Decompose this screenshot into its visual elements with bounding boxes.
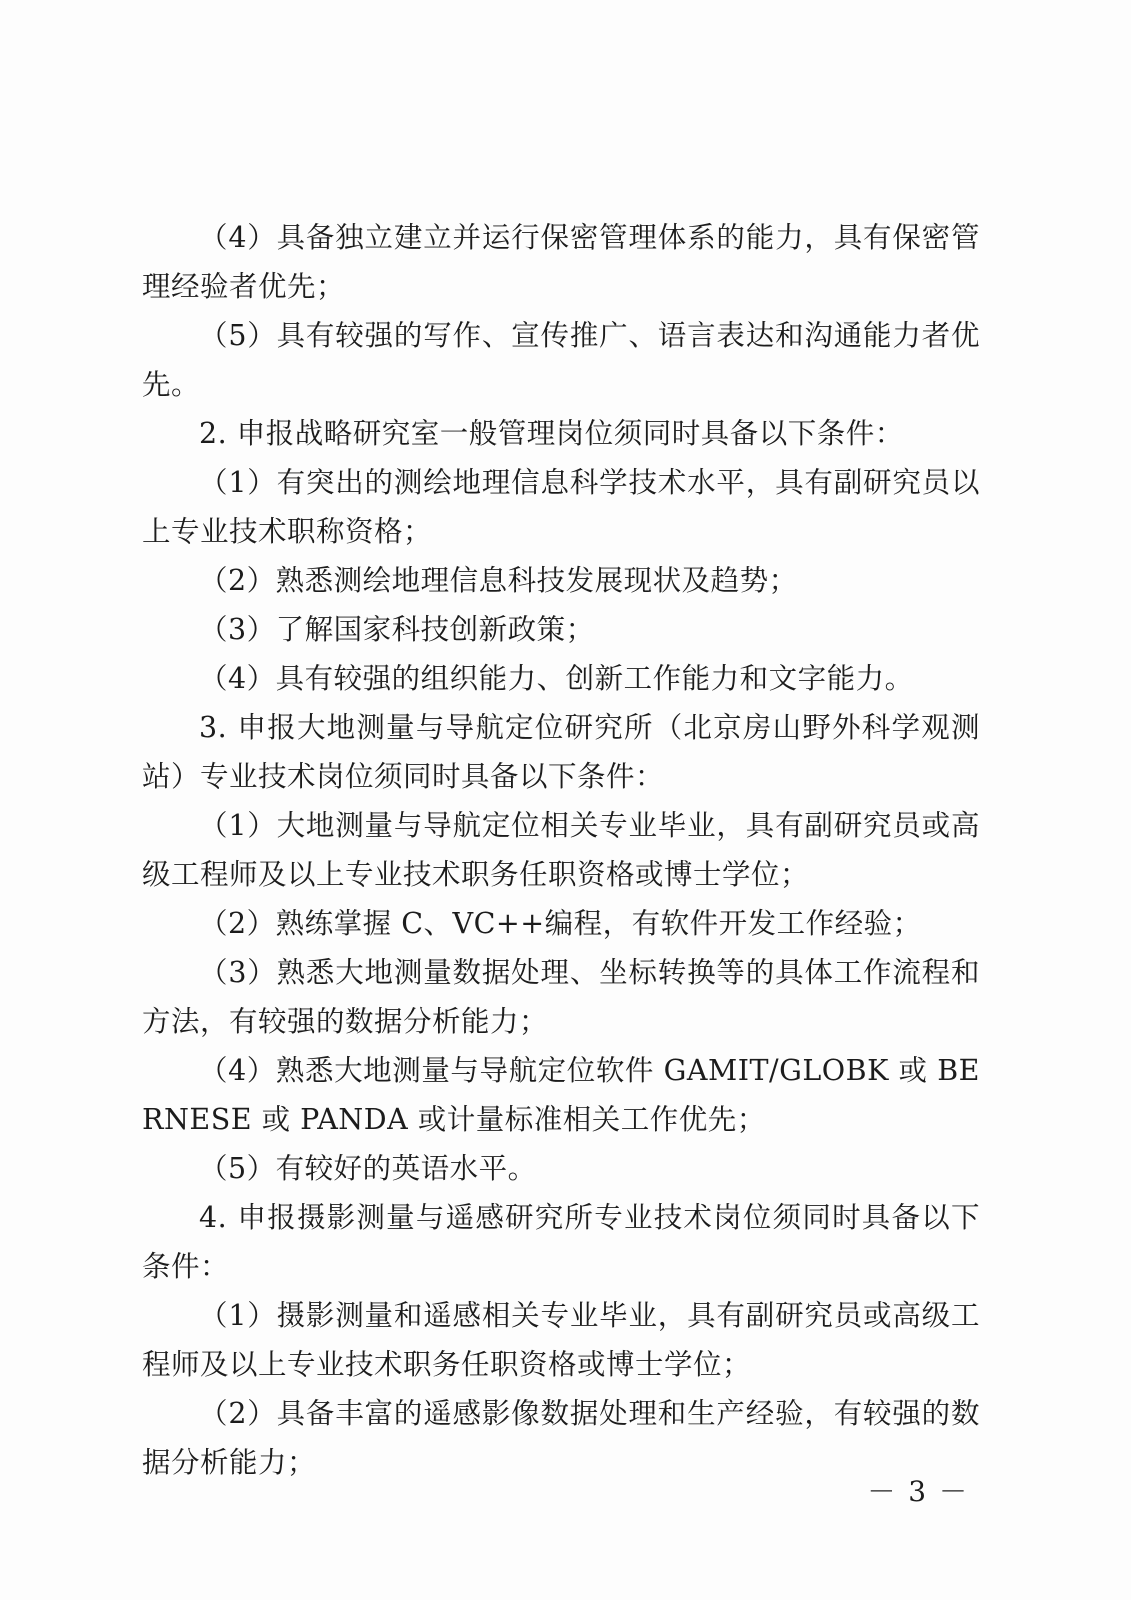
paragraph: 2. 申报战略研究室一般管理岗位须同时具备以下条件： xyxy=(199,417,904,450)
paragraph: （4）熟悉大地测量与导航定位软件 GAMIT/GLOBK 或 BERNESE 或 PANDA 或计量标准相关工作优先； xyxy=(142,1054,980,1136)
paragraph: （2）熟练掌握 C、VC++编程，有软件开发工作经验； xyxy=(199,907,922,940)
paragraph: （5）具有较强的写作、宣传推广、语言表达和沟通能力者优先。 xyxy=(142,319,980,401)
paragraph: 4. 申报摄影测量与遥感研究所专业技术岗位须同时具备以下条件： xyxy=(142,1201,980,1283)
paragraph: （1）大地测量与导航定位相关专业毕业，具有副研究员或高级工程师及以上专业技术职务任职资格或博士学位； xyxy=(142,809,980,891)
paragraph: （1）有突出的测绘地理信息科学技术水平，具有副研究员以上专业技术职称资格； xyxy=(142,466,980,548)
paragraph: （2）熟悉测绘地理信息科技发展现状及趋势； xyxy=(199,564,798,597)
page-number: － 3 － xyxy=(867,1475,969,1508)
paragraph: （1）摄影测量和遥感相关专业毕业，具有副研究员或高级工程师及以上专业技术职务任职资格或博士学位； xyxy=(142,1299,980,1381)
paragraph: （3）了解国家科技创新政策； xyxy=(199,613,595,646)
paragraph: （2）具备丰富的遥感影像数据处理和生产经验，有较强的数据分析能力； xyxy=(142,1397,980,1479)
paragraph: （5）有较好的英语水平。 xyxy=(199,1152,537,1185)
paragraph: 3. 申报大地测量与导航定位研究所（北京房山野外科学观测站）专业技术岗位须同时具备以下条件： xyxy=(142,711,980,793)
paragraph: （4）具备独立建立并运行保密管理体系的能力，具有保密管理经验者优先； xyxy=(142,221,980,303)
document-body xyxy=(142,213,980,1487)
paragraph: （3）熟悉大地测量数据处理、坐标转换等的具体工作流程和方法，有较强的数据分析能力； xyxy=(142,956,980,1038)
paragraph: （4）具有较强的组织能力、创新工作能力和文字能力。 xyxy=(199,662,914,695)
